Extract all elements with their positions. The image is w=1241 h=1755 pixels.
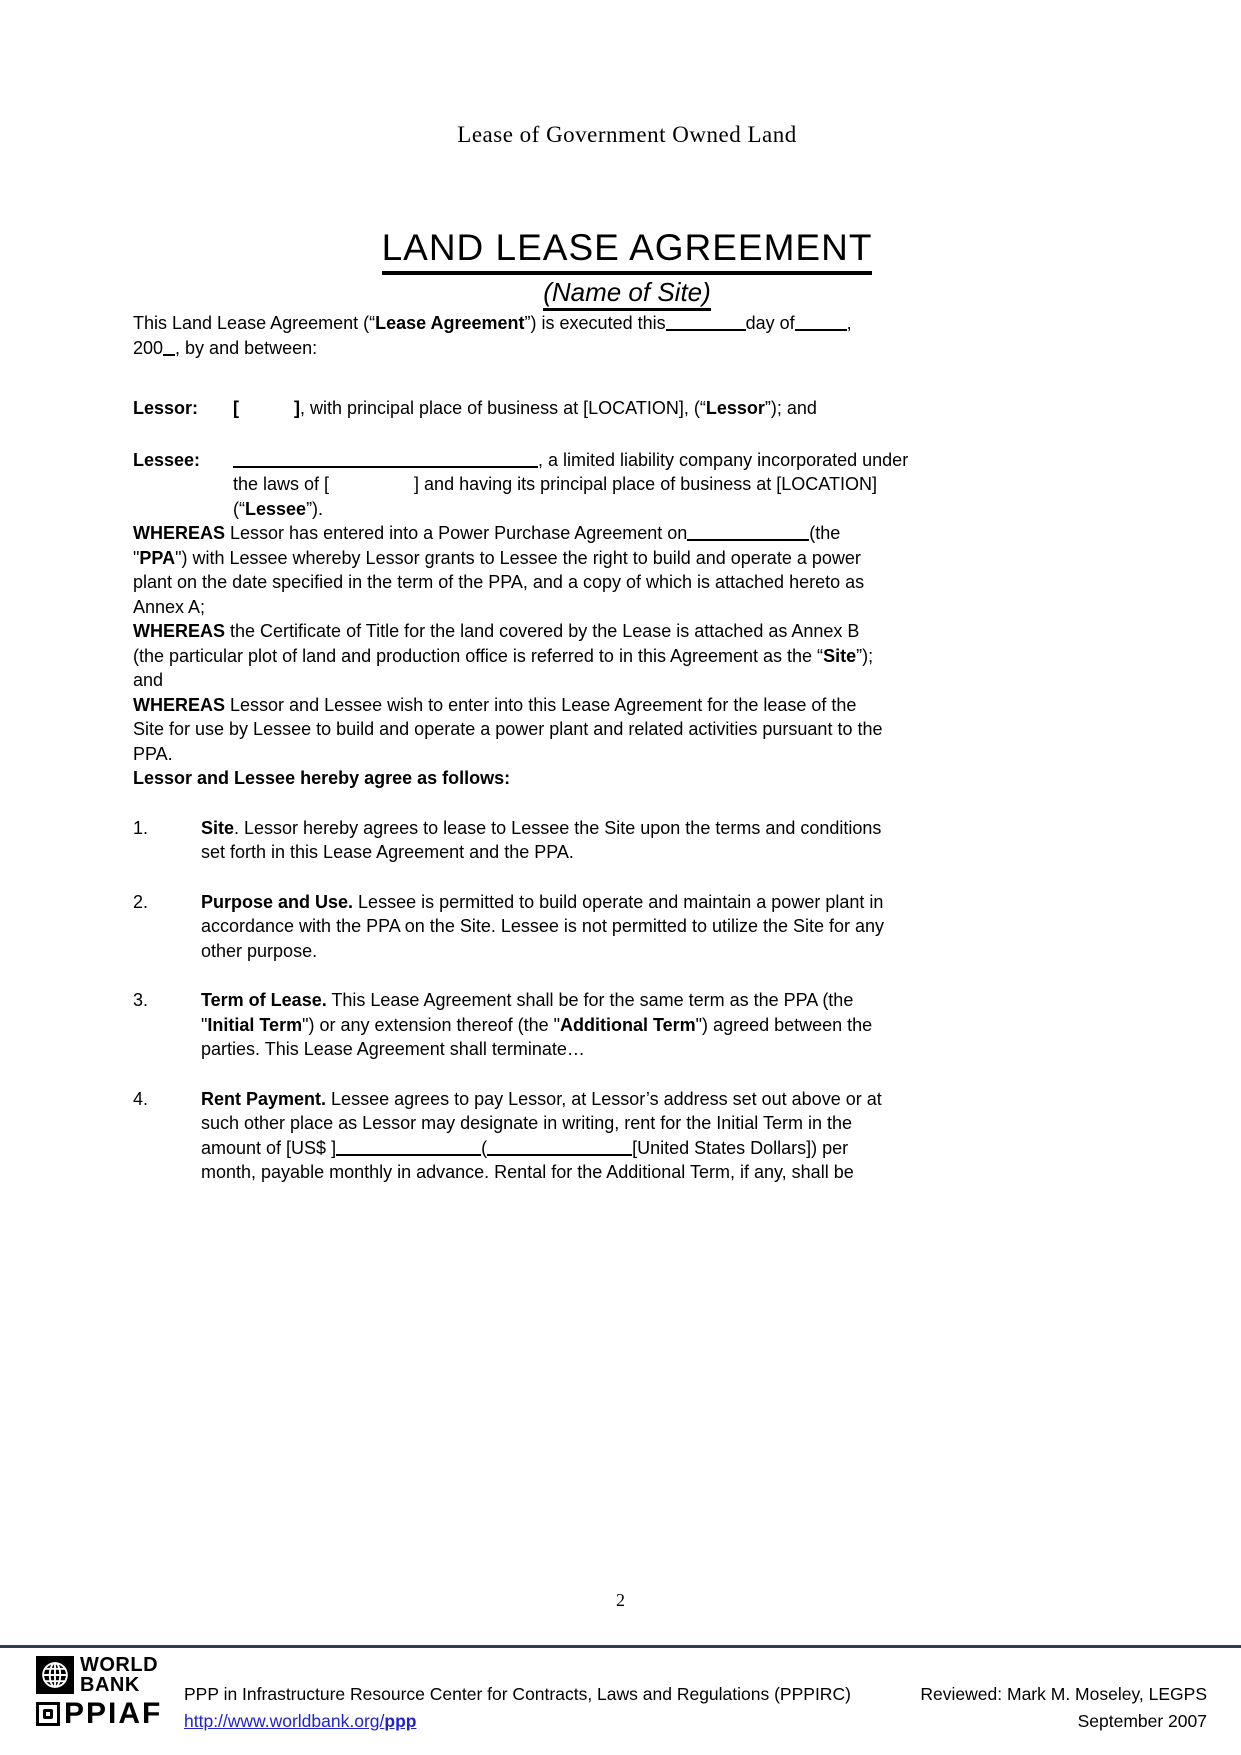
ppiaf-logo-icon bbox=[36, 1702, 60, 1726]
text-run: Lessee agrees to pay Lessor, at Lessor’s address set out above or at bbox=[326, 1088, 882, 1109]
list-item-rent-payment bbox=[133, 1087, 1121, 1185]
text-run: Annex A; bbox=[133, 596, 206, 617]
document-subtitle-text: (Name of Site) bbox=[543, 277, 711, 311]
text-run: " bbox=[201, 1014, 208, 1035]
globe-icon bbox=[36, 1656, 74, 1694]
text-run: (the bbox=[809, 523, 841, 543]
footer bbox=[36, 1655, 1207, 1735]
agreement-lead-in: Lessor and Lessee hereby agree as follows: bbox=[133, 768, 511, 788]
text-run: Lease Agreement bbox=[375, 313, 525, 333]
text-run: WHEREAS bbox=[133, 694, 226, 715]
footer-logos bbox=[36, 1655, 176, 1735]
text-run: other purpose. bbox=[201, 940, 318, 961]
text-run: the laws of [ bbox=[233, 474, 330, 494]
text-run: This Land Lease Agreement (“ bbox=[133, 313, 376, 333]
list-item-term-of-lease bbox=[133, 988, 1121, 1062]
list-number: 2. bbox=[133, 891, 149, 912]
lessee-text bbox=[233, 448, 1121, 522]
text-run: ") with Lessee whereby Lessor grants to Lessee the right to build and operate a power bbox=[175, 547, 861, 568]
text-run: , a limited liability company incorporated under bbox=[538, 449, 909, 470]
list-number: 1. bbox=[133, 817, 149, 838]
footer-date-text: September 2007 bbox=[1077, 1711, 1207, 1731]
document-type-heading: Lease of Government Owned Land bbox=[457, 122, 797, 147]
text-run: PPA bbox=[139, 547, 176, 568]
text-run: amount of [US$ ] bbox=[201, 1137, 337, 1158]
pppirc-title: PPP in Infrastructure Resource Center for Contracts, Laws and Regulations (PPPIRC) bbox=[184, 1684, 851, 1704]
text-run: day of bbox=[745, 313, 795, 333]
blank-line bbox=[666, 329, 746, 331]
list-item-text bbox=[201, 988, 1121, 1062]
list-item-site bbox=[133, 816, 1121, 865]
document-title bbox=[133, 228, 1121, 275]
text-run: Purpose and Use. bbox=[201, 891, 354, 912]
text-run: ”); bbox=[856, 645, 874, 666]
text-run: [United States Dollars]) per bbox=[632, 1137, 849, 1158]
list-item-text bbox=[201, 1087, 1121, 1185]
text-run: Additional Term bbox=[560, 1014, 696, 1035]
text-run: , with principal place of business at [LOCATION], (“ bbox=[300, 398, 706, 418]
text-run: Term of Lease. bbox=[201, 990, 327, 1010]
list-item-purpose-and-use bbox=[133, 890, 1121, 964]
text-run: month, payable monthly in advance. Rental for the Additional Term, if any, shall be bbox=[201, 1162, 854, 1182]
lessor-text bbox=[233, 396, 1121, 421]
document-title-text: LAND LEASE AGREEMENT bbox=[382, 228, 873, 275]
ppiaf-wordmark: PPIAF bbox=[64, 1697, 163, 1730]
text-run: Initial Term bbox=[207, 1014, 303, 1035]
blank-line bbox=[336, 1154, 481, 1156]
text-run: Site bbox=[201, 817, 235, 838]
text-run: Lessor bbox=[705, 398, 765, 418]
text-run: Lessee bbox=[245, 498, 307, 519]
footer-center-text bbox=[184, 1681, 851, 1735]
text-run: such other place as Lessor may designate in writing, rent for the Initial Term in the bbox=[201, 1113, 852, 1133]
text-run: , bbox=[846, 313, 852, 333]
text-run: ”); and bbox=[764, 398, 817, 418]
whereas-ppa-paragraph bbox=[133, 521, 1121, 619]
blank-line bbox=[163, 354, 175, 356]
text-run: http://www.worldbank.org/ bbox=[184, 1711, 385, 1731]
whereas-lease-paragraph bbox=[133, 693, 1121, 767]
world-bank-logo bbox=[36, 1655, 176, 1695]
text-run: 200 bbox=[133, 337, 164, 358]
text-run: parties. This Lease Agreement shall terminate… bbox=[201, 1039, 585, 1059]
footer-right-text bbox=[920, 1681, 1207, 1735]
list-number: 3. bbox=[133, 990, 149, 1010]
text-run: ] and having its principal place of business at [LOCATION] bbox=[414, 474, 877, 494]
text-run: This Lease Agreement shall be for the same term as the PPA (the bbox=[326, 990, 854, 1010]
blank-line bbox=[233, 466, 538, 468]
blank-line bbox=[795, 329, 847, 331]
text-run: " bbox=[133, 547, 140, 568]
list-item-text bbox=[201, 890, 1121, 964]
text-run: ( bbox=[481, 1137, 488, 1158]
text-run: accordance with the PPA on the Site. Lessee is not permitted to utilize the Site for any bbox=[201, 916, 885, 936]
text-run: , by and between: bbox=[175, 337, 318, 358]
whereas-title-paragraph bbox=[133, 619, 1121, 693]
footer-reviewed-text: Reviewed: Mark M. Moseley, LEGPS bbox=[920, 1684, 1207, 1704]
ppiaf-logo bbox=[36, 1697, 176, 1730]
text-run: ") agreed between the bbox=[695, 1014, 873, 1035]
text-run: BANK bbox=[80, 1674, 140, 1696]
worldbank-ppp-link[interactable] bbox=[184, 1711, 416, 1731]
world-bank-wordmark bbox=[80, 1655, 158, 1695]
text-run: WORLD bbox=[80, 1654, 159, 1676]
text-run: ”) is executed this bbox=[524, 313, 666, 333]
text-run: Lessor and Lessee wish to enter into this Lease Agreement for the lease of the bbox=[225, 694, 857, 715]
text-run: Site for use by Lessee to build and operate a power plant and related activities pursuant to the bbox=[133, 719, 883, 739]
page-number: 2 bbox=[616, 1590, 625, 1610]
text-run: the Certificate of Title for the land covered by the Lease is attached as Annex B bbox=[225, 621, 860, 641]
text-run: [ bbox=[233, 398, 239, 418]
text-run: Site bbox=[823, 645, 857, 666]
document-subtitle bbox=[133, 277, 1121, 311]
footer-divider bbox=[0, 1645, 1241, 1648]
text-run: (the particular plot of land and production office is referred to in this Agreement as the “ bbox=[133, 645, 824, 666]
text-run: and bbox=[133, 670, 164, 690]
text-run: ") or any extension thereof (the " bbox=[302, 1014, 560, 1035]
text-run: Lessee is permitted to build operate and maintain a power plant in bbox=[353, 891, 884, 912]
text-run: Lessor has entered into a Power Purchase Agreement on bbox=[225, 523, 688, 543]
text-run: ppp bbox=[384, 1711, 417, 1731]
text-run: set forth in this Lease Agreement and the PPA. bbox=[201, 842, 574, 862]
text-run: ] bbox=[294, 398, 300, 418]
text-run: plant on the date specified in the term of the PPA, and a copy of which is attached hereto as bbox=[133, 572, 865, 592]
lessor-clause bbox=[133, 396, 1121, 421]
blank-line bbox=[487, 1154, 632, 1156]
list-item-text bbox=[201, 816, 1121, 865]
lessor-label: Lessor: bbox=[133, 398, 199, 418]
lessee-label: Lessee: bbox=[133, 449, 201, 470]
text-run: Rent Payment. bbox=[201, 1088, 327, 1109]
list-number: 4. bbox=[133, 1088, 149, 1109]
text-run: ”). bbox=[306, 498, 324, 519]
text-run: WHEREAS bbox=[133, 621, 226, 641]
text-run: PPA. bbox=[133, 743, 173, 764]
text-run: WHEREAS bbox=[133, 523, 226, 543]
intro-paragraph bbox=[133, 311, 1121, 360]
text-run: . Lessor hereby agrees to lease to Lessee the Site upon the terms and conditions bbox=[234, 817, 882, 838]
text-run: (“ bbox=[233, 498, 245, 519]
blank-line bbox=[687, 539, 809, 541]
lessee-clause bbox=[133, 448, 1121, 522]
